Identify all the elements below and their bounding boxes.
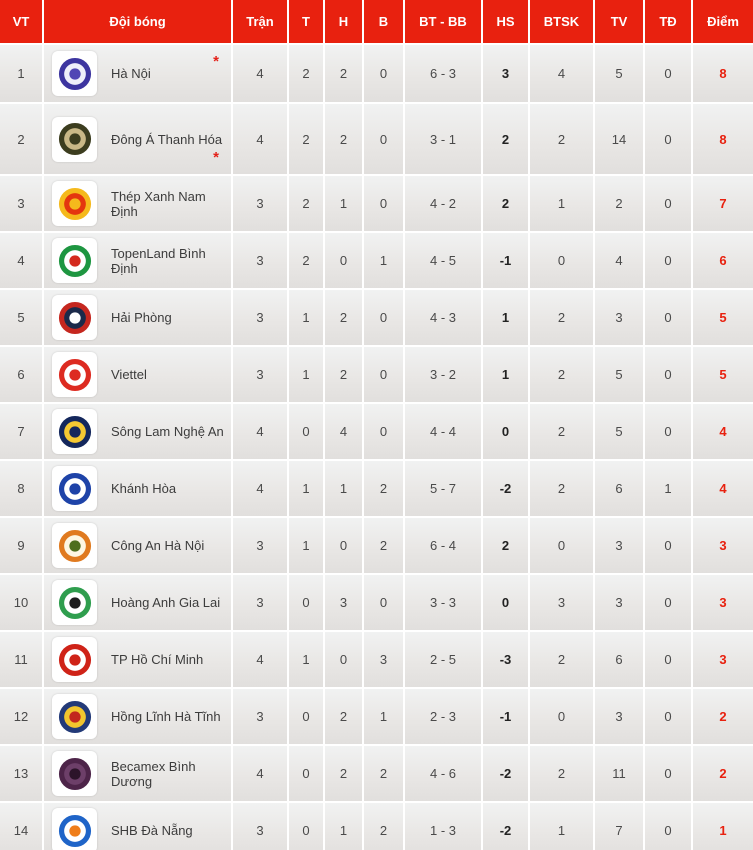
losses-cell: 2	[364, 461, 405, 516]
tv-cell: 3	[595, 575, 645, 630]
losses-cell: 2	[364, 803, 405, 850]
team-cell[interactable]	[44, 233, 233, 288]
points-cell: 6	[719, 253, 727, 268]
points-cell: 3	[719, 538, 727, 553]
goals-cell: 3 - 3	[405, 575, 483, 630]
team-cell[interactable]	[44, 689, 233, 744]
td-cell: 0	[645, 404, 693, 459]
team-cell[interactable]	[44, 45, 233, 102]
team-name: Khánh Hòa	[111, 481, 177, 496]
tv-cell: 2	[595, 176, 645, 231]
table-row	[0, 233, 753, 290]
table-body	[0, 45, 753, 850]
position-cell	[0, 104, 44, 174]
position-number: 10	[13, 595, 29, 610]
wins-cell: 0	[289, 404, 325, 459]
goal-diff-cell: -1	[483, 689, 530, 744]
btsk-cell: 2	[530, 746, 595, 801]
position-number: 14	[13, 823, 29, 838]
points-cell: 7	[719, 196, 727, 211]
goals-cell: 4 - 6	[405, 746, 483, 801]
goals-cell: 4 - 3	[405, 290, 483, 345]
table-row	[0, 347, 753, 404]
tv-cell: 11	[595, 746, 645, 801]
team-cell[interactable]	[44, 104, 233, 174]
wins-cell: 0	[289, 746, 325, 801]
tv-cell: 3	[595, 290, 645, 345]
table-row	[0, 461, 753, 518]
points-cell: 4	[719, 481, 727, 496]
wins-cell: 2	[289, 233, 325, 288]
wins-cell: 2	[289, 104, 325, 174]
position-cell	[0, 746, 44, 801]
header-goals: BT - BB	[405, 0, 483, 43]
position-number: 3	[17, 196, 25, 211]
wins-cell: 1	[289, 461, 325, 516]
td-cell: 0	[645, 632, 693, 687]
header-btsk: BTSK	[530, 0, 595, 43]
team-cell[interactable]	[44, 290, 233, 345]
team-cell[interactable]	[44, 575, 233, 630]
btsk-cell: 0	[530, 233, 595, 288]
team-name: Viettel	[111, 367, 147, 382]
team-name: Becamex Bình Dương	[111, 758, 196, 789]
points-cell: 2	[719, 709, 727, 724]
td-cell: 0	[645, 575, 693, 630]
wins-cell: 2	[289, 176, 325, 231]
points-cell: 5	[719, 367, 727, 382]
losses-cell: 0	[364, 176, 405, 231]
td-cell: 0	[645, 45, 693, 102]
tv-cell: 7	[595, 803, 645, 850]
wins-cell: 1	[289, 290, 325, 345]
losses-cell: 0	[364, 45, 405, 102]
table-row	[0, 575, 753, 632]
draws-cell: 2	[325, 45, 364, 102]
goals-cell: 6 - 4	[405, 518, 483, 573]
btsk-cell: 1	[530, 176, 595, 231]
draws-cell: 0	[325, 233, 364, 288]
goal-diff-cell: -2	[483, 746, 530, 801]
header-goal-diff: HS	[483, 0, 530, 43]
draws-cell: 4	[325, 404, 364, 459]
wins-cell: 0	[289, 575, 325, 630]
goal-diff-cell: 0	[483, 575, 530, 630]
table-row	[0, 689, 753, 746]
goal-diff-cell: 2	[483, 176, 530, 231]
team-logo	[52, 409, 97, 454]
header-wins: T	[289, 0, 325, 43]
draws-cell: 2	[325, 290, 364, 345]
btsk-cell: 0	[530, 689, 595, 744]
position-number: 7	[17, 424, 25, 439]
table-row	[0, 45, 753, 104]
team-name: Sông Lam Nghệ An	[111, 424, 224, 439]
team-cell[interactable]	[44, 461, 233, 516]
btsk-cell: 2	[530, 404, 595, 459]
tv-cell: 14	[595, 104, 645, 174]
team-name: Đông Á Thanh Hóa	[111, 131, 223, 147]
btsk-cell: 2	[530, 290, 595, 345]
goal-diff-cell: 3	[483, 45, 530, 102]
btsk-cell: 2	[530, 632, 595, 687]
points-cell: 4	[719, 424, 727, 439]
goals-cell: 6 - 3	[405, 45, 483, 102]
position-cell	[0, 461, 44, 516]
position-cell	[0, 803, 44, 850]
team-logo	[52, 751, 97, 796]
team-logo	[52, 466, 97, 511]
position-cell	[0, 233, 44, 288]
wins-cell: 0	[289, 689, 325, 744]
matches-cell: 3	[233, 347, 289, 402]
losses-cell: 0	[364, 104, 405, 174]
goal-diff-cell: 1	[483, 290, 530, 345]
position-number: 12	[13, 709, 29, 724]
team-logo	[52, 808, 97, 850]
position-cell	[0, 575, 44, 630]
td-cell: 0	[645, 233, 693, 288]
position-number: 4	[17, 253, 25, 268]
tv-cell: 3	[595, 518, 645, 573]
btsk-cell: 4	[530, 45, 595, 102]
draws-cell: 2	[325, 104, 364, 174]
table-row	[0, 104, 753, 176]
points-cell: 8	[719, 66, 727, 81]
team-cell[interactable]	[44, 404, 233, 459]
table-row	[0, 176, 753, 233]
team-cell[interactable]	[44, 347, 233, 402]
header-points: Điểm	[707, 14, 739, 29]
draws-cell: 1	[325, 461, 364, 516]
team-logo	[52, 352, 97, 397]
td-cell: 0	[645, 290, 693, 345]
matches-cell: 3	[233, 518, 289, 573]
tv-cell: 5	[595, 347, 645, 402]
points-cell: 5	[719, 310, 727, 325]
goal-diff-cell: -2	[483, 803, 530, 850]
points-cell: 8	[719, 131, 727, 147]
header-draws: H	[325, 0, 364, 43]
points-cell: 2	[719, 766, 727, 781]
td-cell: 0	[645, 518, 693, 573]
header-td: TĐ	[645, 0, 693, 43]
wins-cell: 1	[289, 632, 325, 687]
team-cell[interactable]	[44, 518, 233, 573]
td-cell: 0	[645, 746, 693, 801]
draws-cell: 2	[325, 689, 364, 744]
losses-cell: 2	[364, 746, 405, 801]
losses-cell: 3	[364, 632, 405, 687]
goal-diff-cell: 2	[483, 104, 530, 174]
losses-cell: 1	[364, 689, 405, 744]
goals-cell: 4 - 2	[405, 176, 483, 231]
matches-cell: 4	[233, 404, 289, 459]
losses-cell: 0	[364, 347, 405, 402]
goal-diff-cell: 2	[483, 518, 530, 573]
matches-cell: 4	[233, 746, 289, 801]
team-name: SHB Đà Nẵng	[111, 823, 193, 838]
draws-cell: 0	[325, 518, 364, 573]
goals-cell: 3 - 1	[405, 104, 483, 174]
team-name: Hà Nội	[111, 66, 151, 81]
draws-cell: 1	[325, 803, 364, 850]
position-number: 13	[13, 766, 29, 781]
team-logo	[52, 51, 97, 96]
draws-cell: 2	[325, 347, 364, 402]
position-cell	[0, 176, 44, 231]
table-row	[0, 632, 753, 689]
position-number: 9	[17, 538, 25, 553]
team-logo	[52, 181, 97, 226]
draws-cell: 0	[325, 632, 364, 687]
tv-cell: 4	[595, 233, 645, 288]
goals-cell: 2 - 5	[405, 632, 483, 687]
td-cell: 0	[645, 689, 693, 744]
goal-diff-cell: -2	[483, 461, 530, 516]
header-tv: TV	[595, 0, 645, 43]
note-asterisk-icon: *	[213, 53, 219, 70]
position-cell	[0, 290, 44, 345]
goal-diff-cell: -3	[483, 632, 530, 687]
position-number: 1	[17, 66, 25, 81]
losses-cell: 2	[364, 518, 405, 573]
position-number: 6	[17, 367, 25, 382]
tv-cell: 5	[595, 404, 645, 459]
header-matches: Trận	[233, 0, 289, 43]
wins-cell: 1	[289, 518, 325, 573]
td-cell: 0	[645, 803, 693, 850]
header-losses: B	[364, 0, 405, 43]
goal-diff-cell: 0	[483, 404, 530, 459]
team-cell[interactable]	[44, 632, 233, 687]
position-cell	[0, 518, 44, 573]
goals-cell: 1 - 3	[405, 803, 483, 850]
position-cell	[0, 689, 44, 744]
td-cell: 0	[645, 176, 693, 231]
goal-diff-cell: 1	[483, 347, 530, 402]
losses-cell: 0	[364, 575, 405, 630]
position-cell	[0, 404, 44, 459]
header-position: VT	[0, 0, 44, 43]
table-header-row	[0, 0, 753, 45]
team-name: Hồng Lĩnh Hà Tĩnh	[111, 709, 221, 724]
matches-cell: 4	[233, 632, 289, 687]
team-logo	[52, 295, 97, 340]
team-cell[interactable]	[44, 803, 233, 850]
td-cell: 0	[645, 104, 693, 174]
matches-cell: 4	[233, 461, 289, 516]
goals-cell: 5 - 7	[405, 461, 483, 516]
losses-cell: 0	[364, 404, 405, 459]
btsk-cell: 2	[530, 461, 595, 516]
position-number: 5	[17, 310, 25, 325]
team-name: Hải Phòng	[111, 310, 172, 325]
btsk-cell: 2	[530, 347, 595, 402]
goals-cell: 4 - 5	[405, 233, 483, 288]
draws-cell: 1	[325, 176, 364, 231]
table-row	[0, 404, 753, 461]
team-cell[interactable]	[44, 746, 233, 801]
matches-cell: 3	[233, 233, 289, 288]
draws-cell: 3	[325, 575, 364, 630]
team-name: TopenLand Bình Định	[111, 245, 206, 276]
points-cell: 3	[719, 652, 727, 667]
wins-cell: 2	[289, 45, 325, 102]
position-cell	[0, 347, 44, 402]
team-name: Công An Hà Nội	[111, 538, 205, 553]
points-cell: 3	[719, 595, 727, 610]
matches-cell: 3	[233, 689, 289, 744]
table-row	[0, 290, 753, 347]
table-row	[0, 803, 753, 850]
matches-cell: 3	[233, 176, 289, 231]
wins-cell: 0	[289, 803, 325, 850]
table-row	[0, 746, 753, 803]
team-name: Hoàng Anh Gia Lai	[111, 595, 221, 610]
team-logo	[52, 637, 97, 682]
header-team: Đội bóng	[44, 0, 233, 43]
losses-cell: 0	[364, 290, 405, 345]
team-cell[interactable]	[44, 176, 233, 231]
wins-cell: 1	[289, 347, 325, 402]
goal-diff-cell: -1	[483, 233, 530, 288]
matches-cell: 4	[233, 45, 289, 102]
btsk-cell: 3	[530, 575, 595, 630]
position-cell	[0, 632, 44, 687]
table-row	[0, 518, 753, 575]
position-cell	[0, 45, 44, 102]
goals-cell: 3 - 2	[405, 347, 483, 402]
team-logo	[52, 117, 97, 162]
td-cell: 0	[645, 347, 693, 402]
tv-cell: 6	[595, 461, 645, 516]
goals-cell: 4 - 4	[405, 404, 483, 459]
position-number: 8	[17, 481, 25, 496]
matches-cell: 4	[233, 104, 289, 174]
td-cell: 1	[645, 461, 693, 516]
team-logo	[52, 523, 97, 568]
team-logo	[52, 238, 97, 283]
btsk-cell: 2	[530, 104, 595, 174]
team-logo	[52, 694, 97, 739]
team-name: Thép Xanh Nam Định	[111, 188, 206, 219]
matches-cell: 3	[233, 290, 289, 345]
position-number: 11	[14, 652, 28, 667]
points-cell: 1	[719, 823, 727, 838]
tv-cell: 5	[595, 45, 645, 102]
note-asterisk-icon: *	[213, 149, 219, 166]
team-name: TP Hồ Chí Minh	[111, 652, 204, 667]
btsk-cell: 1	[530, 803, 595, 850]
tv-cell: 3	[595, 689, 645, 744]
matches-cell: 3	[233, 803, 289, 850]
goals-cell: 2 - 3	[405, 689, 483, 744]
matches-cell: 3	[233, 575, 289, 630]
losses-cell: 1	[364, 233, 405, 288]
position-number: 2	[17, 131, 25, 147]
team-logo	[52, 580, 97, 625]
btsk-cell: 0	[530, 518, 595, 573]
tv-cell: 6	[595, 632, 645, 687]
draws-cell: 2	[325, 746, 364, 801]
